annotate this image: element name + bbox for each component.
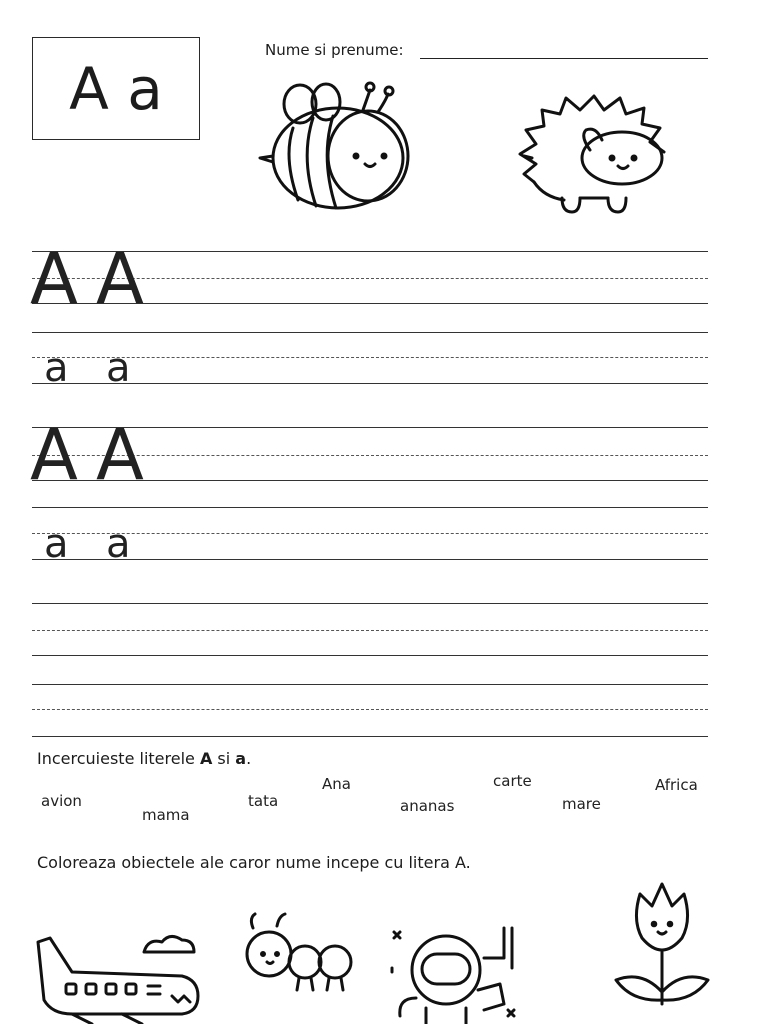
tulip-icon bbox=[612, 880, 712, 1010]
trace-letter: A bbox=[30, 414, 78, 496]
airplane-icon[interactable] bbox=[32, 930, 207, 1024]
trace-letter: a bbox=[44, 345, 69, 391]
guide-line bbox=[32, 332, 708, 333]
guide-line bbox=[32, 559, 708, 560]
guide-line bbox=[32, 655, 708, 656]
trace-letter: a bbox=[44, 521, 69, 567]
word-africa[interactable]: Africa bbox=[655, 776, 698, 794]
guide-line-dashed bbox=[32, 357, 708, 358]
word-mama[interactable]: mama bbox=[142, 806, 190, 824]
name-input-line[interactable] bbox=[420, 58, 708, 59]
astronaut-icon bbox=[388, 928, 523, 1024]
guide-line-dashed bbox=[32, 533, 708, 534]
word-mare[interactable]: mare bbox=[562, 795, 601, 813]
exercise1-instruction: Incercuieste literele A si a. bbox=[37, 749, 252, 768]
guide-line bbox=[32, 684, 708, 685]
trace-letter: A bbox=[96, 414, 144, 496]
guide-line bbox=[32, 507, 708, 508]
exercise2-instruction: Coloreaza obiectele ale caror nume incepe cu litera A. bbox=[37, 853, 471, 872]
word-tata[interactable]: tata bbox=[248, 792, 279, 810]
guide-line bbox=[32, 383, 708, 384]
ant-icon bbox=[243, 912, 355, 994]
name-label: Nume si prenume: bbox=[265, 41, 404, 59]
trace-letter: A bbox=[30, 238, 78, 320]
hedgehog-icon bbox=[514, 92, 674, 217]
word-carte[interactable]: carte bbox=[493, 772, 532, 790]
word-ananas[interactable]: ananas bbox=[400, 797, 455, 815]
trace-letter: a bbox=[106, 521, 131, 567]
word-avion[interactable]: avion bbox=[41, 792, 82, 810]
letter-box: A a bbox=[32, 37, 200, 140]
trace-letter: A bbox=[96, 238, 144, 320]
bee-icon bbox=[258, 78, 418, 213]
word-ana[interactable]: Ana bbox=[322, 775, 351, 793]
guide-line bbox=[32, 736, 708, 737]
guide-line bbox=[32, 603, 708, 604]
guide-line-dashed bbox=[32, 630, 708, 631]
trace-letter: a bbox=[106, 345, 131, 391]
guide-line-dashed bbox=[32, 709, 708, 710]
